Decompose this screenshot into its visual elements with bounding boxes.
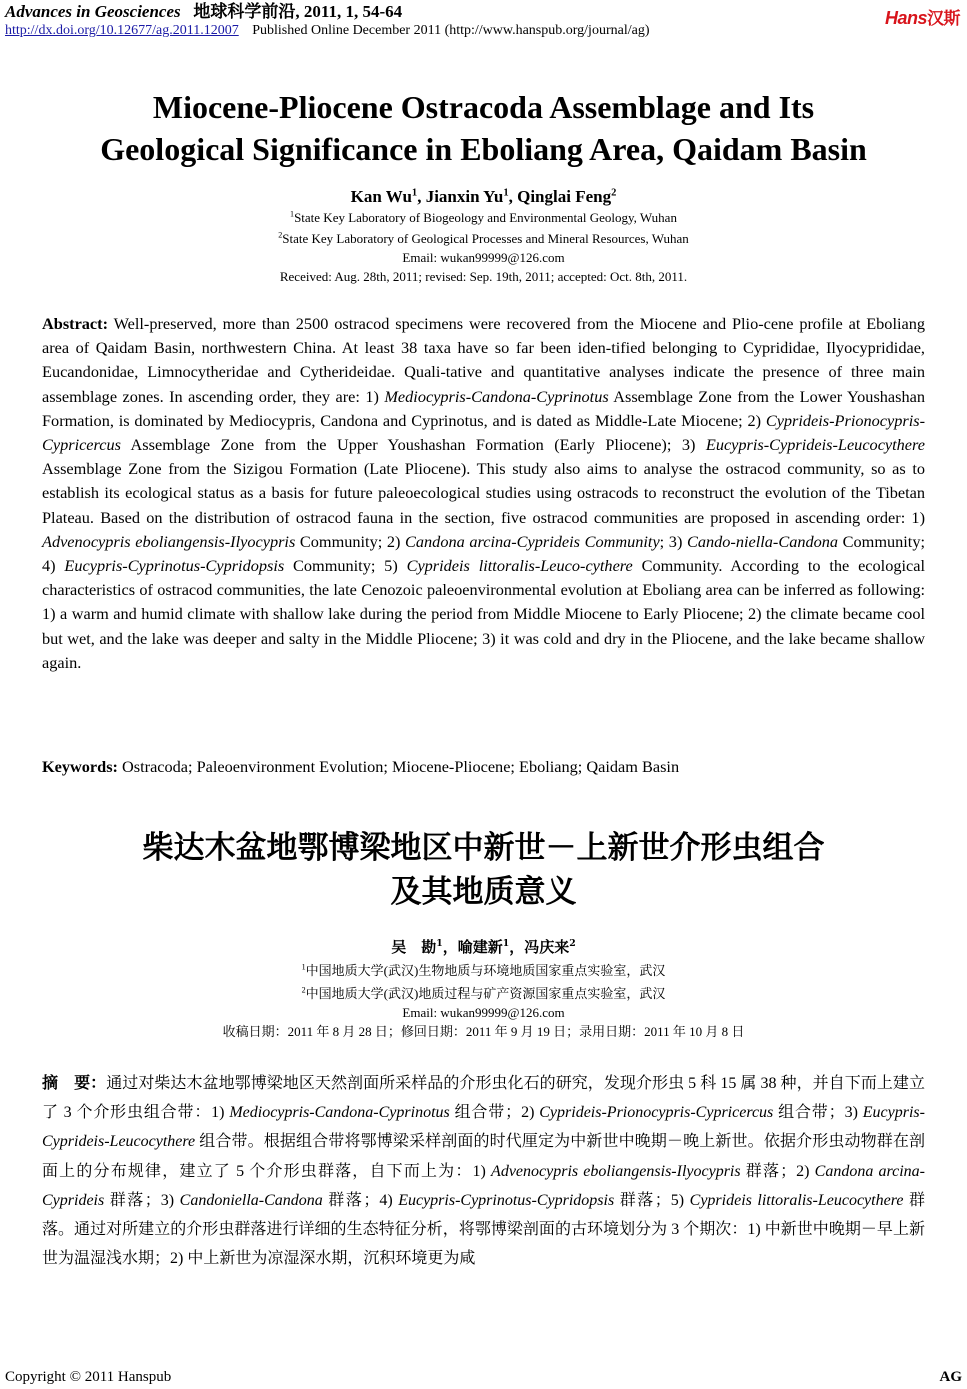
author-list-cn xyxy=(0,937,967,957)
journal-name: Advances in Geosciences xyxy=(5,2,181,21)
logo-latin: Hans xyxy=(884,8,927,28)
taxon-name: Eucypris-Cyprinotus-Cypridopsis xyxy=(64,556,285,576)
text-segment: Well-preserved, more than 2500 ostracod specimens were recovered from the Miocene and Plio-cene profile at Eboliang area of Qaidam Basin, northwestern China. At least 38 taxa have so far been iden-tified belonging to Cyprididae, Ilyocyprididae, Eucandonidae, Limnocytheridae and Cytherideidae. Quali-tative and quantitative analyses indicate the presence of three main assemblage zones. In ascending order, they are: 1) xyxy=(42,314,925,406)
hans-logo xyxy=(885,4,960,29)
abstract-cn-body xyxy=(42,1075,925,1267)
logo-cn: 汉斯 xyxy=(927,9,960,29)
affiliation-cn-1: $^1$中国地质大学(武汉)生物地质与环境地质国家重点实验室，武汉 xyxy=(301,962,666,978)
text-segment: 通过对柴达木盆地鄂博梁地区天然剖面所采样品的介形虫化石的研究，发现介形虫 5 科 15 属 38 种，并自下而上建立了 3 个介形虫组合带：1) xyxy=(42,1075,925,1122)
taxon-name: Advenocypris eboliangensis-Ilyocypris xyxy=(491,1162,741,1180)
journal-name-cn: 地球科学前沿, 2011, 1, 54-64 xyxy=(193,2,403,21)
author-cn: 吴 勘$^1$， xyxy=(391,938,458,956)
page-footer xyxy=(5,1368,962,1386)
title-line-2: Geological Significance in Eboliang Area, Qaidam Basin xyxy=(100,131,867,167)
author: Qinglai Feng$^2$ xyxy=(517,187,617,206)
copyright: Copyright © 2011 Hanspub xyxy=(5,1369,172,1385)
taxon-name: Advenocypris eboliangensis-Ilyocypris xyxy=(42,531,296,551)
taxon-name: Cyprideis littoralis-Leucocythere xyxy=(689,1191,904,1209)
affiliation-1: $^1$State Key Laboratory of Biogeology and Environmental Geology, Wuhan xyxy=(290,209,677,225)
text-segment: Assemblage Zone from the Lower Youshashan Formation, is dominated by Mediocypris, Candona and Cyprinotus, and is dated as Middle-Late Miocene; 2) xyxy=(42,386,925,430)
text-segment: ; 3) xyxy=(659,531,687,551)
journal-citation xyxy=(5,2,962,22)
published-online: Published Online December 2011 (http://www.hanspub.org/journal/ag) xyxy=(252,23,650,38)
taxon-name: Candoniella-Candona xyxy=(179,1191,323,1209)
taxon-name: Eucypris-Cyprinotus-Cypridopsis xyxy=(398,1191,615,1209)
text-segment: Community. According to the ecological characteristics of ostracod communities, the late Cenozoic paleoenvironmental evolution at Eboliang area can be inferred as following: 1) a warm and humid climate with shallow lake during the period from Middle Miocene to Early Pliocene; 2) the climate became cool but wet, and the lake was deeper and salty in the Middle Pliocene; 3) it was cold and dry in the Pliocene, and the lake became shallow again. xyxy=(42,556,925,672)
author: Jianxin Yu$^1$, xyxy=(425,187,518,206)
text-segment: 组合带。根据组合带将鄂博梁采样剖面的时代厘定为中新世中晚期－晚上新世。依据介形虫动物群在剖面上的分布规律，建立了 5 个介形虫群落，自下而上为：1) xyxy=(42,1133,925,1180)
text-segment: 群落；5) xyxy=(614,1191,690,1209)
paper-title-cn xyxy=(0,826,967,914)
running-header xyxy=(5,2,962,40)
paper-title xyxy=(0,86,967,170)
cn-title-line-2: 及其地质意义 xyxy=(390,874,577,910)
abstract-body xyxy=(42,314,925,672)
cn-title-line-1: 柴达木盆地鄂博梁地区中新世－上新世介形虫组合 xyxy=(142,830,825,866)
text-segment: Assemblage Zone from the Sizigou Formation (Late Pliocene). This study also aims to analyse the ostracod community, so as to establish its ecological status as a basis for future paleoecological studies using ostracods to reconstruct the evolution of the Tibetan Plateau. Based on the distribution of ostracod fauna in the section, five ostracod communities are proposed in ascending order: 1) xyxy=(42,459,925,527)
journal-abbr: AG xyxy=(939,1369,962,1385)
text-segment: 群落；3) xyxy=(104,1191,180,1209)
abstract-label: Abstract: xyxy=(42,314,109,333)
affiliation-2: $^2$State Key Laboratory of Geological Processes and Mineral Resources, Wuhan xyxy=(278,230,689,246)
text-segment: 群落。通过对所建立的介形虫群落进行详细的生态特征分析，将鄂博梁剖面的古环境划分为 3 个期次：1) 中新世中晚期－早上新世为温湿浅水期；2) 中上新世为凉湿深水期，沉积环境更为咸 xyxy=(42,1191,925,1268)
received-dates: Received: Aug. 28th, 2011; revised: Sep. 19th, 2011; accepted: Oct. 8th, 2011. xyxy=(279,269,688,284)
author-list xyxy=(0,186,967,208)
author-cn: 喻建新$^1$， xyxy=(457,938,525,956)
keywords xyxy=(42,756,925,778)
abstract-cn xyxy=(42,1068,925,1273)
abstract-cn-label: 摘 要： xyxy=(42,1073,107,1092)
taxon-name: Mediocypris-Candona-Cyprinotus xyxy=(384,386,609,406)
taxon-name: Eucypris-Cyprideis-Leucocythere xyxy=(42,1104,925,1151)
keywords-label: Keywords: xyxy=(42,757,118,776)
doi-link[interactable]: http://dx.doi.org/10.12677/ag.2011.12007 xyxy=(5,23,239,38)
text-segment: Community; 4) xyxy=(42,531,925,576)
affiliation-cn-2: $^2$中国地质大学(武汉)地质过程与矿产资源国家重点实验室，武汉 xyxy=(301,985,666,1001)
text-segment: Assemblage Zone from the Upper Youshashan Formation (Early Pliocene); 3) xyxy=(120,435,706,455)
author-cn: 冯庆来$^2$ xyxy=(524,938,576,956)
text-segment: Community; 5) xyxy=(284,556,407,576)
doi-line xyxy=(5,22,962,40)
text-segment: 群落；2) xyxy=(740,1162,815,1180)
email-cn: Email: wukan99999@126.com xyxy=(402,1005,565,1020)
email: Email: wukan99999@126.com xyxy=(402,250,565,265)
text-segment: 组合带；3) xyxy=(773,1104,863,1122)
taxon-name: Cyprideis-Prionocypris-Cypricercus xyxy=(42,410,925,455)
taxon-name: Mediocypris-Candona-Cyprinotus xyxy=(229,1104,450,1122)
text-segment: Community; 2) xyxy=(295,531,406,551)
taxon-name: Cando-niella-Candona xyxy=(687,531,839,551)
text-segment: 群落；4) xyxy=(322,1191,399,1209)
title-line-1: Miocene-Pliocene Ostracoda Assemblage and Its xyxy=(152,89,815,125)
abstract-en xyxy=(42,312,925,675)
taxon-name: Cyprideis littoralis-Leuco-cythere xyxy=(406,556,633,576)
received-dates-cn: 收稿日期：2011 年 8 月 28 日；修回日期：2011 年 9 月 19 日；录用日期：2011 年 10 月 8 日 xyxy=(222,1024,745,1039)
keywords-text: Ostracoda; Paleoenvironment Evolution; Miocene-Pliocene; Eboliang; Qaidam Basin xyxy=(117,757,680,776)
taxon-name: Cyprideis-Prionocypris-Cypricercus xyxy=(539,1104,774,1122)
taxon-name: Candona arcina-Cyprideis Community xyxy=(405,531,660,551)
taxon-name: Candona arcina-Cyprideis xyxy=(42,1162,925,1209)
taxon-name: Eucypris-Cyprideis-Leucocythere xyxy=(705,435,925,455)
text-segment: 组合带；2) xyxy=(449,1104,540,1122)
author: Kan Wu$^1$, xyxy=(350,187,426,206)
